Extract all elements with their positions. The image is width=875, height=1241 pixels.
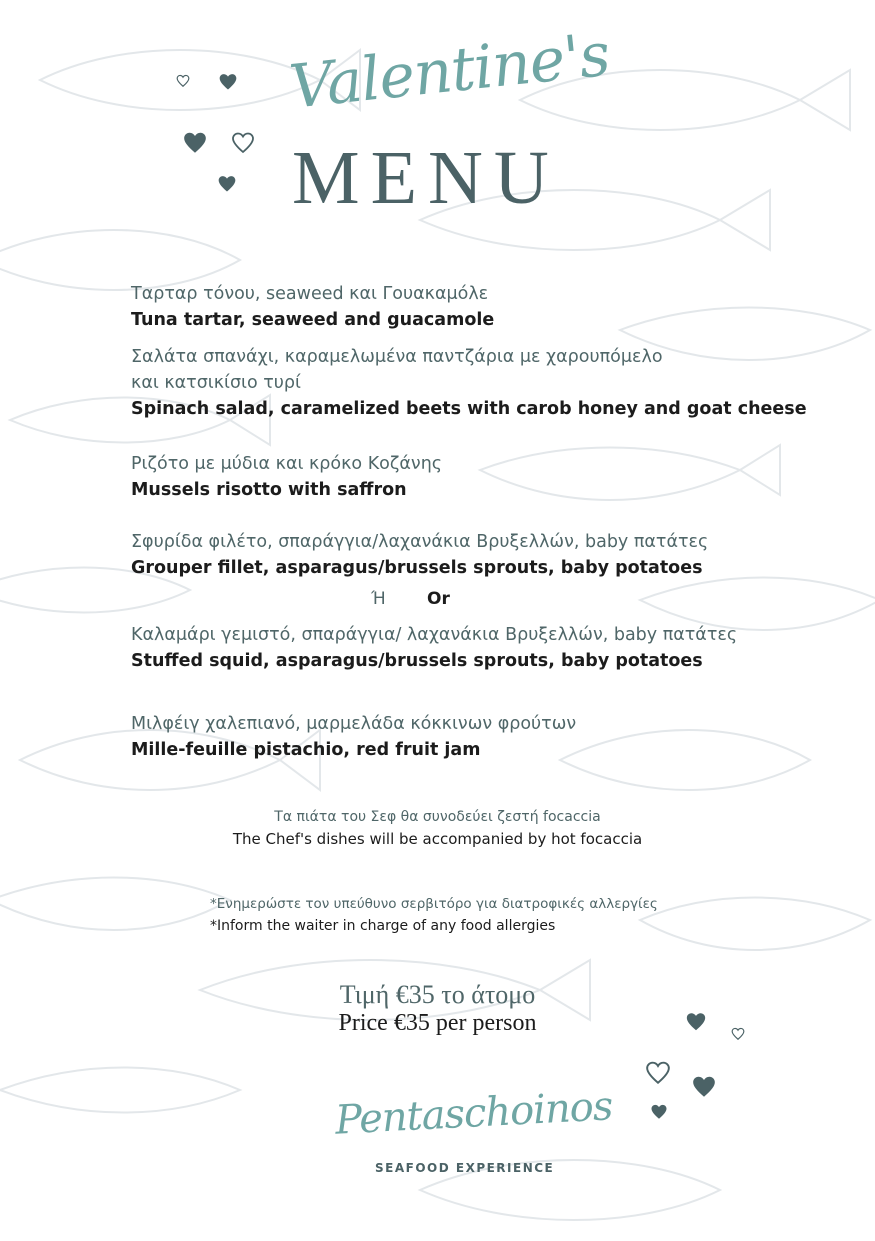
heart-icon [231,131,255,155]
course-greek: Σφυρίδα φιλέτο, σπαράγγια/λαχανάκια Βρυξελλών, baby πατάτες [131,532,709,552]
heart-icon [645,1060,671,1086]
or-greek: Ή [371,589,386,609]
course-item [131,344,807,422]
allergy-note-greek: *Ενημερώστε τον υπεύθυνο σερβιτόρο για διατροφικές αλλεργίες [210,896,658,912]
course-english: Stuffed squid, asparagus/brussels sprouts, baby potatoes [131,651,703,671]
heart-icon [650,1103,668,1121]
course-greek: Καλαμάρι γεμιστό, σπαράγγια/ λαχανάκια Βρυξελλών, baby πατάτες [131,625,738,645]
price-greek: Τιμή €35 το άτομο [339,980,536,1009]
course-greek-line2: και κατσικίσιο τυρί [131,373,301,393]
allergy-note [210,893,658,937]
course-english: Mille-feuille pistachio, red fruit jam [131,740,481,760]
menu-title: MENU [292,136,560,220]
focaccia-note-english: The Chef's dishes will be accompanied by hot focaccia [232,830,643,848]
course-item [131,529,708,581]
fish-sketch [0,878,230,931]
brand-tagline: SEAFOOD EXPERIENCE [375,1161,555,1175]
heart-icon [182,130,208,156]
course-item [131,281,494,333]
fish-sketch [0,1068,240,1113]
course-item [131,622,737,674]
or-english: Or [427,589,450,609]
heart-icon [691,1074,717,1100]
heart-icon [176,74,190,88]
focaccia-note [0,806,875,850]
price-block [0,981,875,1037]
valentines-script-title: Valentine's [286,19,613,123]
fish-sketch [560,730,810,790]
price-english: Price €35 per person [338,1010,537,1036]
course-item [131,451,442,503]
course-english: Mussels risotto with saffron [131,480,407,500]
course-greek: Μιλφέιγ χαλεπιανό, μαρμελάδα κόκκινων φρούτων [131,714,577,734]
fish-sketch [480,445,780,500]
course-english: Spinach salad, caramelized beets with carob honey and goat cheese [131,399,807,419]
focaccia-note-greek: Τα πιάτα του Σεφ θα συνοδεύει ζεστή focaccia [274,809,601,825]
course-english: Tuna tartar, seaweed and guacamole [131,310,495,330]
heart-icon [217,174,237,194]
fish-sketch [640,898,870,951]
brand-logo-name: Pentaschoinos [333,1083,614,1144]
allergy-note-english: *Inform the waiter in charge of any food allergies [210,918,556,934]
course-greek: Σαλάτα σπανάχι, καραμελωμένα παντζάρια με χαρουπόμελο [131,347,663,367]
course-greek: Ταρταρ τόνου, seaweed και Γουακαμόλε [131,284,489,304]
heart-icon [218,72,238,92]
course-item [131,711,576,763]
course-greek: Ριζότο με μύδια και κρόκο Κοζάνης [131,454,443,474]
course-english: Grouper fillet, asparagus/brussels sprouts, baby potatoes [131,558,703,578]
